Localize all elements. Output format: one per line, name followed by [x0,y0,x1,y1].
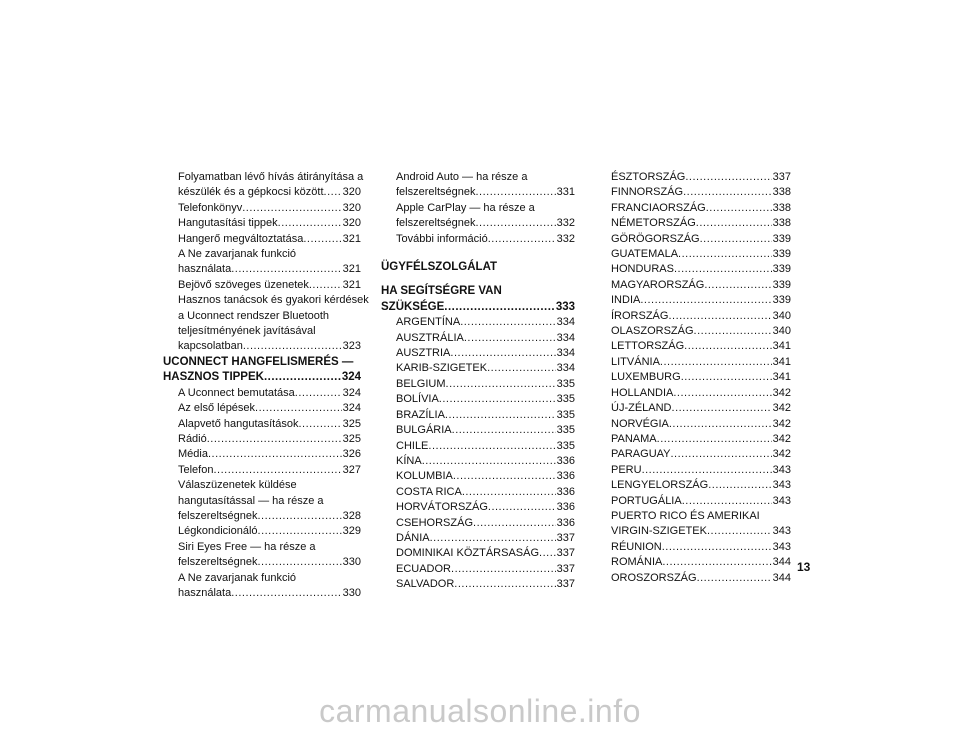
toc-entry[interactable]: AUSZTRIA ..... 334 [381,346,575,361]
toc-line: teljesítményének javításával [178,325,316,338]
toc-entry[interactable]: felszereltségnek ..... 331 [381,185,575,200]
toc-entry[interactable]: ÍRORSZÁG ..... 340 [596,309,791,324]
toc-entry[interactable]: BOLÍVIA ..... 335 [381,392,575,407]
toc-entry[interactable]: HOLLANDIA ..... 342 [596,386,791,401]
toc-line: hangutasítással — ha része a [178,494,324,507]
toc-entry[interactable]: LETTORSZÁG ..... 341 [596,339,791,354]
toc-entry[interactable]: GUATEMALA ..... 339 [596,247,791,262]
toc-line: A Ne zavarjanak funkció [178,248,297,261]
toc-entry[interactable]: MAGYARORSZÁG ..... 339 [596,278,791,293]
toc-entry[interactable]: ARGENTÍNA ..... 334 [381,315,575,330]
toc-entry[interactable]: felszereltségnek ..... 332 [381,216,575,231]
toc-column-2 [381,170,575,593]
section-heading: UCONNECT HANGFELISMERÉS — [163,355,354,368]
toc-entry[interactable]: KARIB-SZIGETEK ..... 334 [381,361,575,376]
toc-entry[interactable]: LUXEMBURG ..... 341 [596,370,791,385]
toc-entry[interactable]: felszereltségnek ..... 330 [163,555,361,570]
toc-entry[interactable]: INDIA ..... 339 [596,293,791,308]
toc-entry[interactable]: VIRGIN-SZIGETEK ..... 343 [596,524,791,539]
watermark: carmanualsonline.info [319,693,641,729]
toc-entry[interactable]: Bejövő szöveges üzenetek ..... 321 [163,278,361,293]
toc-entry[interactable]: RÉUNION ..... 343 [596,540,791,555]
toc-line: Apple CarPlay — ha része a [396,201,535,214]
toc-entry[interactable]: Hangutasítási tippek ..... 320 [163,216,361,231]
toc-entry[interactable]: Légkondicionáló ..... 329 [163,524,361,539]
toc-entry[interactable]: Telefon ..... 327 [163,463,361,478]
toc-entry[interactable]: ÚJ-ZÉLAND ..... 342 [596,401,791,416]
toc-entry[interactable]: LITVÁNIA ..... 341 [596,355,791,370]
toc-entry[interactable]: ECUADOR ..... 337 [381,562,575,577]
toc-entry[interactable]: KÍNA ..... 336 [381,454,575,469]
toc-entry[interactable]: DÁNIA ..... 337 [381,531,575,546]
toc-entry[interactable]: COSTA RICA ..... 336 [381,485,575,500]
toc-column-3 [596,170,791,586]
toc-entry[interactable]: További információ ..... 332 [381,232,575,247]
toc-line: Válaszüzenetek küldése [178,479,297,492]
toc-entry[interactable]: NÉMETORSZÁG ..... 338 [596,216,791,231]
toc-entry[interactable]: FRANCIAORSZÁG ..... 338 [596,201,791,216]
section-entry[interactable]: SZÜKSÉGE ..... 333 [381,300,575,315]
toc-entry[interactable]: használata ..... 321 [163,262,361,277]
toc-entry[interactable]: LENGYELORSZÁG ..... 343 [596,478,791,493]
section-heading: HA SEGÍTSÉGRE VAN [381,285,502,298]
toc-line: Folyamatban lévő hívás átirányítása a [178,171,364,183]
toc-entry[interactable]: készülék és a gépkocsi között ..... 320 [163,185,361,200]
toc-entry[interactable]: Rádió ..... 325 [163,432,361,447]
toc-line: Android Auto — ha része a [396,171,528,183]
toc-entry[interactable]: használata ..... 330 [163,586,361,601]
toc-entry[interactable]: PANAMA ..... 342 [596,432,791,447]
toc-entry[interactable]: ÉSZTORSZÁG ..... 337 [596,170,791,185]
toc-entry[interactable]: BULGÁRIA ..... 335 [381,423,575,438]
toc-entry[interactable]: BELGIUM ..... 335 [381,377,575,392]
toc-entry[interactable]: PERU ..... 343 [596,463,791,478]
chapter-heading: ÜGYFÉLSZOLGÁLAT [381,261,498,274]
toc-entry[interactable]: CSEHORSZÁG ..... 336 [381,516,575,531]
toc-line: PUERTO RICO ÉS AMERIKAI [611,509,760,522]
toc-entry[interactable]: PARAGUAY ..... 342 [596,447,791,462]
toc-line: a Uconnect rendszer Bluetooth [178,309,330,322]
country-list [596,170,791,509]
toc-entry[interactable]: AUSZTRÁLIA ..... 334 [381,331,575,346]
toc-entry[interactable]: BRAZÍLIA ..... 335 [381,408,575,423]
toc-entry[interactable]: PORTUGÁLIA ..... 343 [596,494,791,509]
country-list [596,540,791,586]
toc-line: Hasznos tanácsok és gyakori kérdések [178,294,369,307]
toc-entry[interactable]: GÖRÖGORSZÁG ..... 339 [596,232,791,247]
toc-entry[interactable]: NORVÉGIA ..... 342 [596,417,791,432]
toc-entry[interactable]: felszereltségnek ..... 328 [163,509,361,524]
toc-entry[interactable]: Hangerő megváltoztatása ..... 321 [163,232,361,247]
toc-entry[interactable]: FINNORSZÁG ..... 338 [596,185,791,200]
toc-entry[interactable]: Média ..... 326 [163,447,361,462]
toc-entry[interactable]: kapcsolatban ..... 323 [163,339,361,354]
toc-line: Siri Eyes Free — ha része a [178,540,316,553]
toc-column-1 [163,170,369,601]
country-list [381,315,575,592]
toc-entry[interactable]: Telefonkönyv ..... 320 [163,201,361,216]
section-entry[interactable]: HASZNOS TIPPEK ..... 324 [163,370,361,385]
toc-entry[interactable]: ROMÁNIA ..... 344 [596,555,791,570]
toc-entry[interactable]: SALVADOR ..... 337 [381,577,575,592]
toc-entry[interactable]: DOMINIKAI KÖZTÁRSASÁG ..... 337 [381,546,575,561]
toc-entry[interactable]: Alapvető hangutasítások ..... 325 [163,417,361,432]
toc-line: A Ne zavarjanak funkció [178,571,297,584]
toc-entry[interactable]: OLASZORSZÁG ..... 340 [596,324,791,339]
toc-entry[interactable]: A Uconnect bemutatása ..... 324 [163,386,361,401]
toc-entry[interactable]: HONDURAS ..... 339 [596,262,791,277]
toc-entry[interactable]: KOLUMBIA ..... 336 [381,469,575,484]
toc-entry[interactable]: Az első lépések ..... 324 [163,401,361,416]
toc-entry[interactable]: CHILE ..... 335 [381,439,575,454]
toc-entry[interactable]: OROSZORSZÁG ..... 344 [596,571,791,586]
page-number: 13 [797,560,811,574]
toc-entry[interactable]: HORVÁTORSZÁG ..... 336 [381,500,575,515]
